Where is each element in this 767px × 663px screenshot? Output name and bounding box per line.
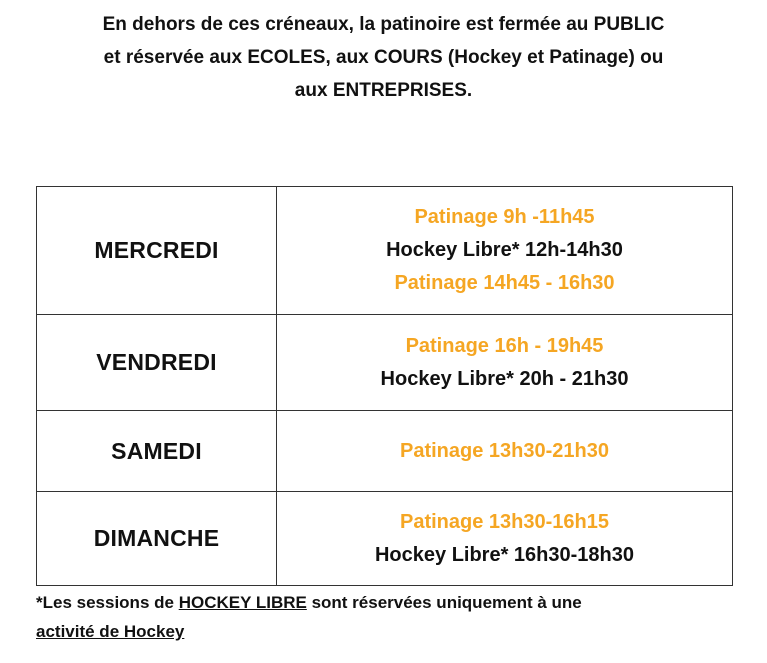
day-cell: SAMEDI [37,411,277,492]
footnote [36,588,736,646]
time-slot: Patinage 9h -11h45 [414,206,595,228]
slots-cell [277,187,733,315]
time-slot: Patinage 13h30-21h30 [400,439,609,462]
table-row [37,315,733,411]
slots-cell [277,411,733,492]
footnote-line-1 [36,588,736,617]
slots-cell [277,315,733,411]
intro-line-1: En dehors de ces créneaux, la patinoire est fermée au PUBLIC [102,14,665,35]
time-slot: Hockey Libre* 12h-14h30 [386,239,623,261]
intro-notice [0,8,767,107]
day-cell: MERCREDI [37,187,277,315]
intro-line-2: et réservée aux ECOLES, aux COURS (Hockey et Patinage) ou [103,47,664,68]
time-slot: Patinage 13h30-16h15 [400,510,609,533]
table-row [37,492,733,586]
table-row [37,411,733,492]
footnote-activity-term: activité de Hockey [36,622,185,641]
footnote-prefix: *Les sessions de [36,593,179,612]
time-slot: Hockey Libre* 20h - 21h30 [380,367,629,390]
footnote-line-2 [36,617,736,646]
footnote-middle: sont réservées uniquement à une [306,593,582,612]
time-slot: Patinage 16h - 19h45 [405,334,604,357]
footnote-hockey-libre-term: HOCKEY LIBRE [178,593,307,612]
time-slot: Hockey Libre* 16h30-18h30 [374,543,635,566]
time-slot: Patinage 14h45 - 16h30 [394,272,615,294]
table-row [37,187,733,315]
slots-cell [277,492,733,586]
day-cell: DIMANCHE [37,492,277,586]
intro-line-3: aux ENTREPRISES. [294,80,473,101]
day-cell: VENDREDI [37,315,277,411]
schedule-table [36,186,733,586]
